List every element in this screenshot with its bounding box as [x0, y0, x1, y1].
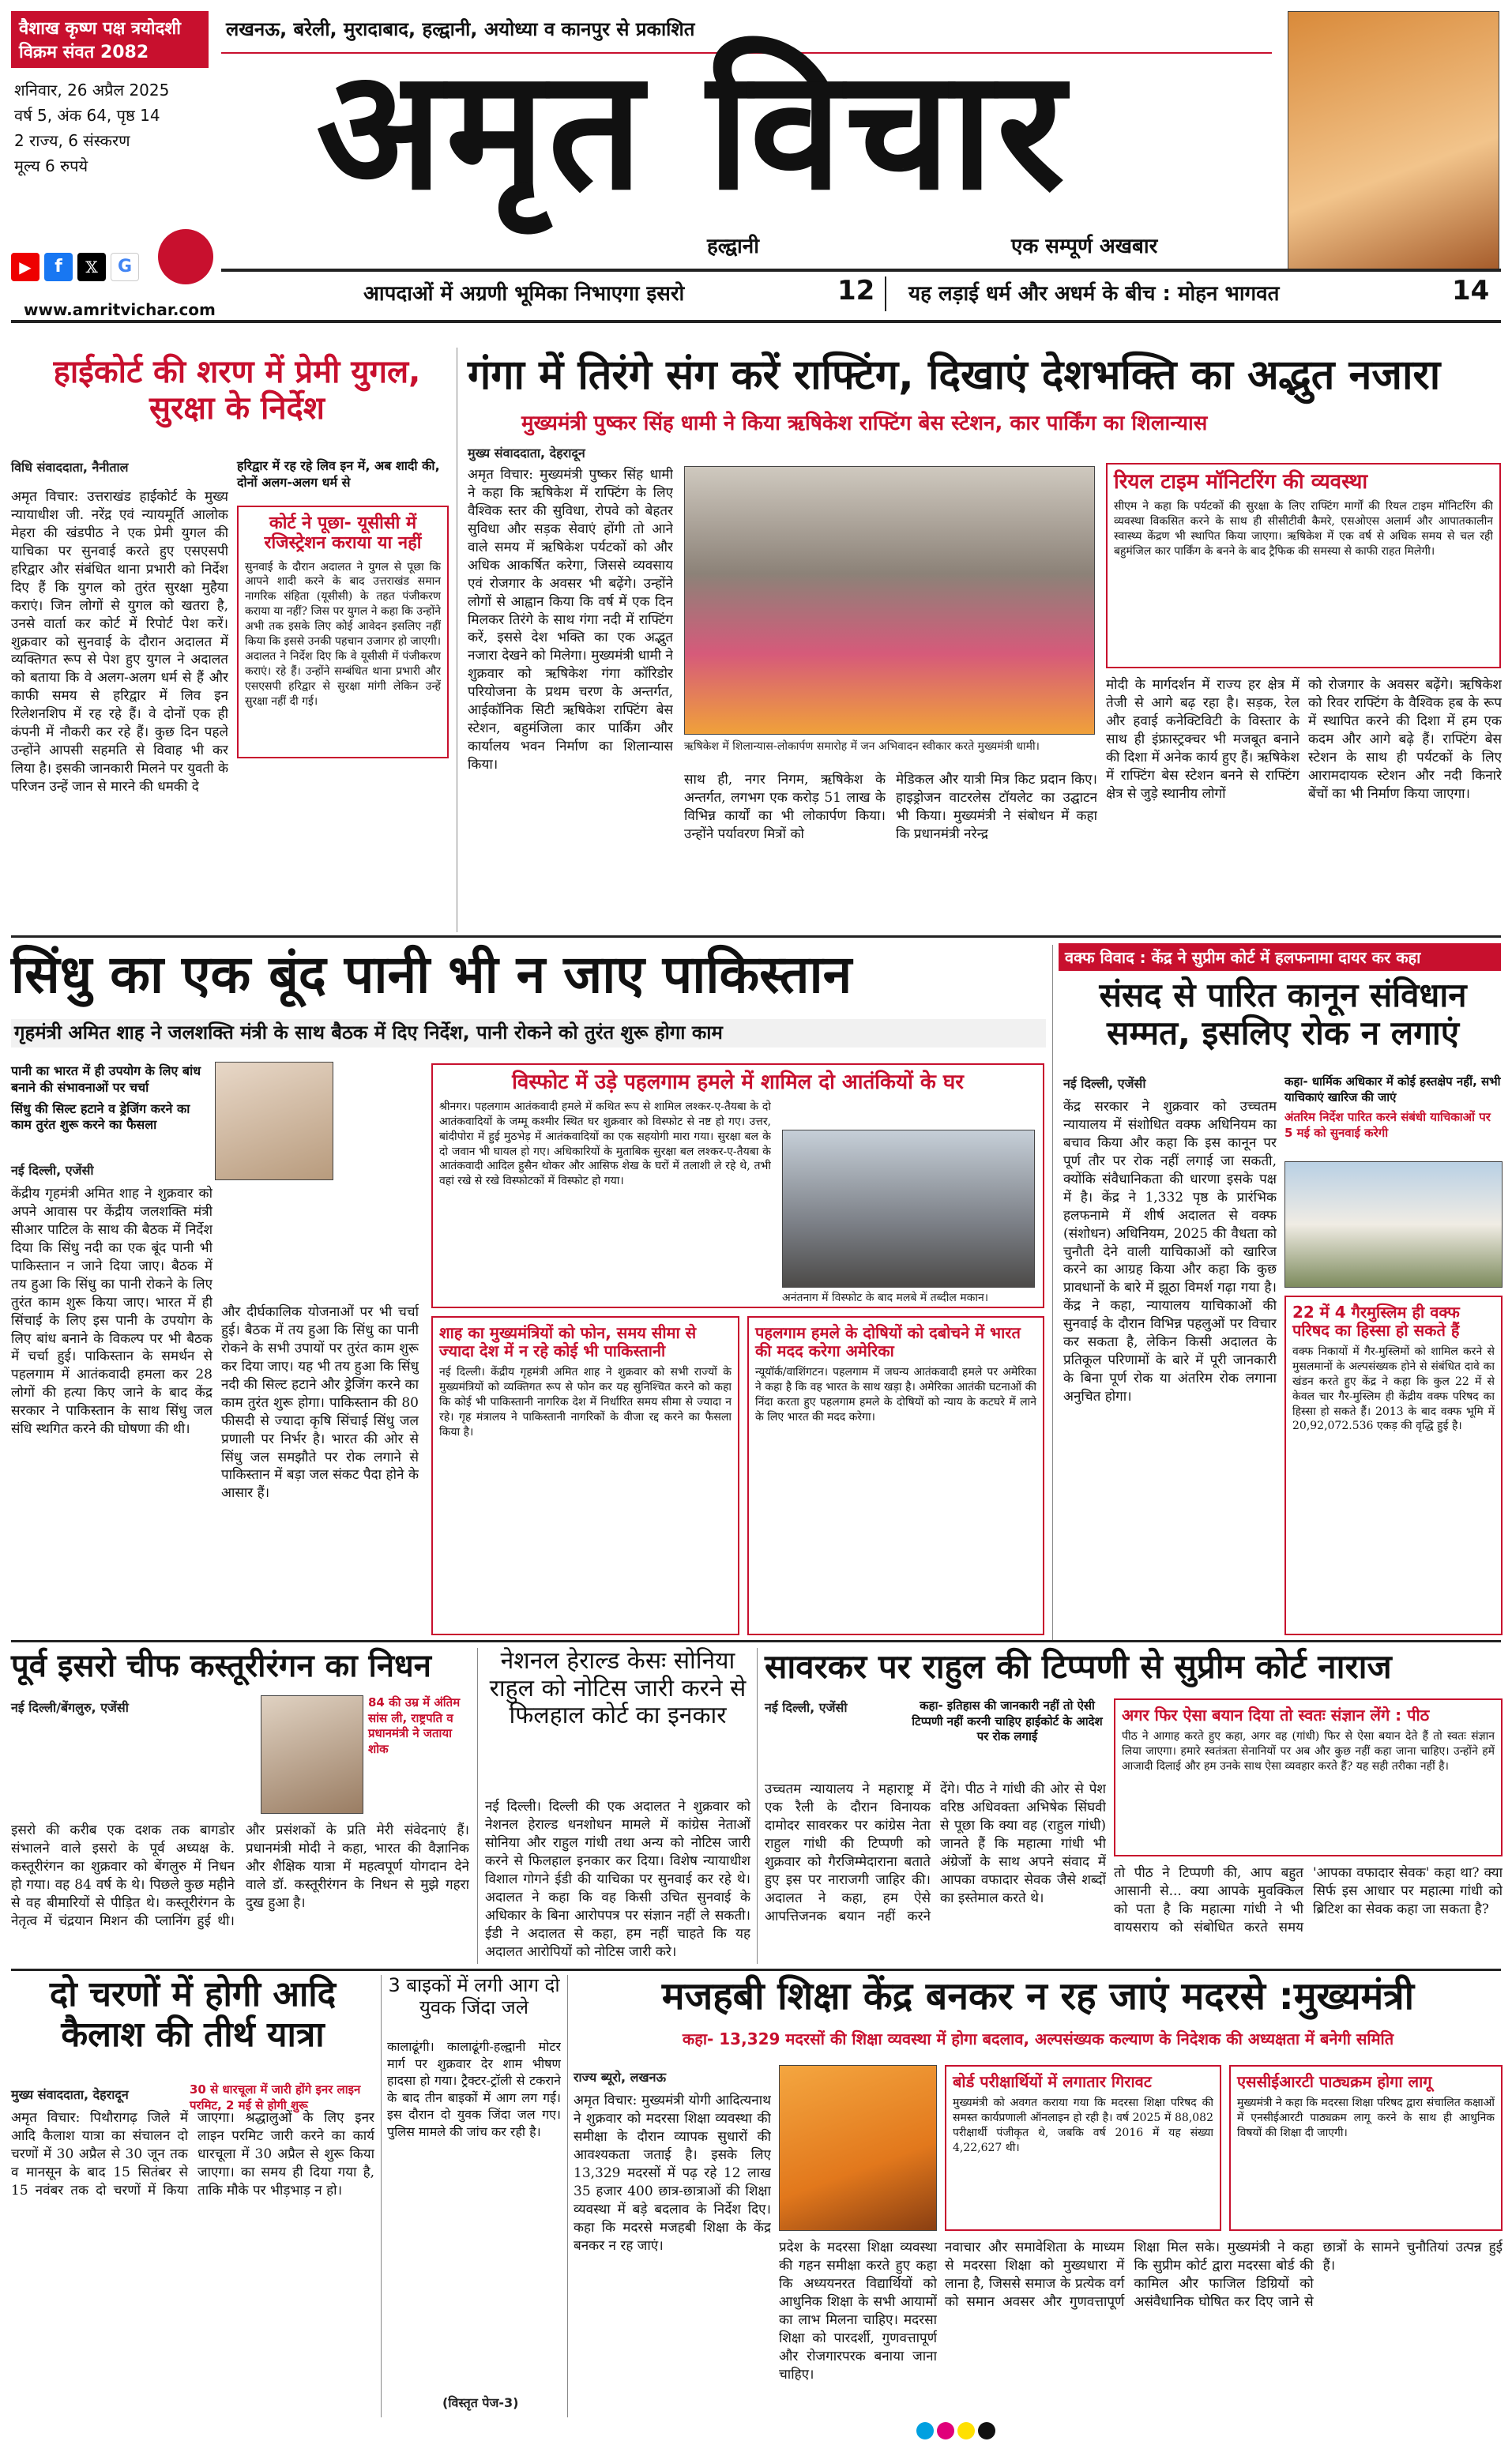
- kasturirangan-headline: पूर्व इसरो चीफ कस्तूरीरंगन का निधन: [11, 1648, 431, 1684]
- teaser-2-text: यह लड़ाई धर्म और अधर्म के बीच : मोहन भागवत: [908, 282, 1280, 306]
- teaser-2[interactable]: [908, 278, 1461, 313]
- blast-photo: [782, 1130, 1035, 1288]
- rafting-body-col4: मोदी के मार्गदर्शन में राज्य हर क्षेत्र में तेजी से आगे बढ़ रहा है। सड़क, रेल और हवाई कनेक्टिविटी के विस्तार के साथ ही इंफ्रास्ट्रक्चर भी मजबूत बनाने की दिशा में अनेक कार्य हुए हैं। ऋषिकेश में राफ्टिंग बेस स्टेशन बनने से राफ्टिंग क्षेत्र से जुड़े स्थानीय लोगों: [1106, 677, 1299, 802]
- rafting-body-col5: को रोजगार के अवसर बढ़ेंगे। ऋषिकेश को रिवर राफ्टिंग के वैश्विक हब के रूप में स्थापित करने की दिशा में हम एक कदम और आगे बढ़े हैं। राफ्टिंग बेस स्टेशन के साथ ही पर्यटकों के लिए आरामदायक स्टेशन और नदी किनारे बेंचों का भी निर्माण किया जाएगा।: [1308, 677, 1502, 802]
- teaser-divider: [885, 276, 886, 311]
- waqf-bullet-1: कहा- धार्मिक अधिकार में कोई हस्तक्षेप नहीं, सभी याचिकाएं खारिज की जाएं: [1284, 1074, 1501, 1104]
- issue-line: वर्ष 5, अंक 64, पृष्ठ 14: [14, 106, 160, 125]
- waqf-body: केंद्र सरकार ने शुक्रवार को उच्चतम न्यायालय में संशोधित वक्फ अधिनियम का बचाव किया और कहा कि इस कानून पर पूर्ण तौर पर रोक नहीं लगाई जा सकती, क्योंकि संवैधानिकता की धारणा इसके पक्ष में है। केंद्र ने 1,332 पृष्ठ के प्रारंभिक हलफनामे में शीर्ष अदालत से वक्फ (संशोधन) अधिनियम, 2025 की वैधता को चुनौती देने वाली याचिकाओं को खारिज करने का आग्रह किया और कहा कि कुछ प्रावधानों के बारे में झूठा विमर्श गढ़ा गया है। केंद्र ने कहा, न्यायालय याचिकाओं की सुनवाई के दौरान विभिन्न पहलुओं पर विचार कर सकता है, लेकिन किसी अदालत के प्रतिकूल परिणामों के बारे में पूरी जानकारी के बिना पूर्ण रोक या अंतरिम रोक लगाना अनुचित होगा।: [1063, 1099, 1277, 1405]
- madrasa-box2-body: मुख्यमंत्री ने कहा कि मदरसा शिक्षा परिषद द्वारा संचालित कक्षाओं में एनसीईआरटी पाठ्यक्रम लागू करने के साथ ही आधुनिक विषयों की शिक्षा दी जाएगी।: [1237, 2097, 1495, 2139]
- section-rule-2: [11, 1640, 1501, 1642]
- madrasa-headline: मजहबी शिक्षा केंद्र बनकर न रह जाएं मदरसे :मुख्यमंत्री: [661, 1974, 1415, 2018]
- date-line: शनिवार, 26 अप्रैल 2025: [14, 81, 170, 100]
- col-divider-2: [1052, 945, 1053, 1640]
- highcourt-body-left: अमृत विचार: उत्तराखंड हाईकोर्ट के मुख्य न्यायाधीश जी. नरेंद्र एवं न्यायमूर्ति आलोक मेहरा की खंडपीठ ने एक प्रेमी युगल की याचिका पर सुनवाई करते हुए एसएसपी हरिद्वार और संबंधित थाना प्रभारी को निर्देश दिए हैं कि युगल को तुरंत सुरक्षा मुहैया कराएं। जिन लोगों से युगल को खतरा है, उनसे वार्ता कर कोर्ट में रिपोर्ट पेश करें। शुक्रवार को सुनवाई के दौरान अदालत में व्यक्तिगत रूप से पेश हुए युगल ने अदालत को बताया कि वे अलग-अलग धर्म से हैं और काफी समय से हरिद्वार में लिव इन रिलेशनशिप में रह रहे हैं। वे दोनों एक ही कंपनी में नौकरी कर रहे हैं। कुछ दिन पहले उन्होंने आपसी सहमति से विवाह भी कर लिया है। इसकी जानकारी मिलने पर युवती के परिजन उन्हें जान से मारने की धमकी दे: [11, 489, 228, 795]
- herald-headline: नेशनल हेराल्ड केसः सोनिया राहुल को नोटिस जारी करने से फिलहाल कोर्ट का इनकार: [489, 1647, 747, 1729]
- blast-box-headline: विस्फोट में उड़े पहलगाम हमले में शामिल दो आतंकियों के घर: [512, 1070, 964, 1094]
- yogi-photo: [779, 2065, 937, 2231]
- rafting-body-col2: साथ ही, नगर निगम, ऋषिकेश के अन्तर्गत, लगभग एक करोड़ 51 लाख के विभिन्न कार्यों का भी लोकार्पण किया। उन्होंने पर्यावरण मित्रों को: [684, 772, 886, 842]
- highcourt-byline: विधि संवाददाता, नैनीताल: [11, 460, 129, 475]
- panchang-line1: वैशाख कृष्ण पक्ष त्रयोदशी: [19, 19, 181, 39]
- col-divider-4: [757, 1648, 758, 1964]
- rafting-box-body: सीएम ने कहा कि पर्यटकों की सुरक्षा के लिए राफ्टिंग मार्गों की रियल टाइम मॉनिटरिंग की व्यवस्था विकसित करने के साथ ही सीसीटीवी कैमरे, एसओएस अलार्म और आपातकालीन स्वास्थ्य केंद्रण भी स्थापित किया जाएगा। ऋषिकेश में एक वर्ष से अधिक समय से चल रही बहुमंजिल कार पार्किंग के बनने के बाद ट्रैफिक की समस्या से काफी राहत मिलेगी।: [1114, 499, 1493, 558]
- bhagwat-photo: [1288, 11, 1499, 272]
- savarkar-byline: नई दिल्ली, एजेंसी: [765, 1700, 848, 1715]
- kailash-byline: मुख्य संवाददाता, देहरादून: [11, 2087, 129, 2102]
- highcourt-sidebar: हरिद्वार में रह रहे लिव इन में, अब शादी की, दोनों अलग-अलग धर्म से: [237, 458, 440, 490]
- waqf-headline: संसद से पारित कानून संविधान सम्मत, इसलिए रोक न लगाएं: [1099, 976, 1467, 1053]
- waqf-bullets: [1284, 1074, 1503, 1145]
- waqf-kicker: वक्फ विवाद : केंद्र ने सुप्रीम कोर्ट में हलफनामा दायर कर कहा: [1059, 943, 1501, 971]
- waqf-box-headline: 22 में 4 गैरमुस्लिम ही वक्फ परिषद का हिस्सा हो सकते हैं: [1292, 1303, 1460, 1340]
- highcourt-headline: हाईकोर्ट की शरण में प्रेमी युगल, सुरक्षा के निर्देश: [53, 354, 421, 427]
- savarkar-box: [1114, 1698, 1503, 1856]
- rafting-photo: [684, 466, 1095, 735]
- teaser-rule-top: [221, 269, 1501, 272]
- kasturirangan-sidebar: 84 की उम्र में अंतिम सांस ली, राष्ट्रपति व प्रधानमंत्री ने जताया शोक: [368, 1695, 461, 1756]
- madrasa-box-2: [1229, 2065, 1503, 2231]
- amit-shah-photo: [215, 1062, 333, 1180]
- rafting-body-col3: मेडिकल और यात्री मित्र किट प्रदान किए। हाइड्रोजन वाटरलेस टॉयलेट का उद्घाटन भी किया। मुख्यमंत्री ने संबोधन में कहा कि प्रधानमंत्री नरेन्द्र: [896, 772, 1097, 842]
- indus-body-mid: और दीर्घकालिक योजनाओं पर भी चर्चा हुई। बैठक में तय हुआ कि सिंधु का पानी रोकने के सभी उपायों पर तुरंत काम शुरू कर दिया जाए। यह भी तय हुआ कि सिंधु नदी की सिल्ट हटाने और ड्रेजिंग करने का काम तुरंत शुरू होगा। पाकिस्तान की 80 फीसदी से ज्यादा कृषि सिंचाई सिंधु जल प्रणाली पर निर्भर है। भारत की ओर से सिंधु जल समझौते पर रोक लगाने से पाकिस्तान में बड़ा जल संकट पैदा होने के आसार हैं।: [221, 1304, 419, 1502]
- rafting-subheadline: मुख्यमंत्री पुष्कर सिंह धामी ने किया ऋषिकेश राफ्टिंग बेस स्टेशन, कार पार्किंग का शिलान्यास: [521, 412, 1208, 435]
- madrasa-body: अमृत विचार: मुख्यमंत्री योगी आदित्यनाथ ने शुक्रवार को मदरसा शिक्षा व्यवस्था की समीक्षा के दौरान व्यापक सुधारों की आवश्यकता जताई है। इसके लिए 13,329 मदरसों में पढ़ रहे 12 लाख 35 हजार 400 छात्र-छात्राओं की शिक्षा व्यवस्था में बड़े बदलाव के निर्देश दिए। कहा कि मदरसे मजहबी शिक्षा के केंद्र बनकर न रह जाएं।: [574, 2093, 771, 2254]
- savarkar-body: उच्चतम न्यायालय ने महाराष्ट्र में एक रैली के दौरान विनायक दामोदर सावरकर पर कांग्रेस नेता राहुल गांधी की टिप्पणी को शुक्रवार को गैरजिम्मेदाराना बताते हुए इस पर नाराजगी जाहिर की। अदालत ने कहा, हम ऐसे आपत्तिजनक बयान नहीं करने देंगे। पीठ ने गांधी की ओर से पेश वरिष्ठ अधिवक्ता अभिषेक सिंघवी से पूछा कि क्या वह (राहुल गांधी) जानते हैं कि महात्मा गांधी भी अंग्रेजों के साथ अपने संवाद में आपका वफादार सेवक जैसे शब्दों का इस्तेमाल करते थे।: [765, 1781, 1106, 1924]
- youtube-icon[interactable]: ▶: [11, 253, 39, 281]
- teaser-2-page[interactable]: 14: [1452, 275, 1490, 307]
- indus-byline: नई दिल्ली, एजेंसी: [11, 1163, 94, 1178]
- rafting-box: [1106, 463, 1501, 668]
- indus-bullet-2: सिंधु की सिल्ट हटाने व ड्रेजिंग करने का काम तुरंत शुरू करने का फैसला: [11, 1100, 190, 1133]
- rafting-body-col1: अमृत विचार: मुख्यमंत्री पुष्कर सिंह धामी ने कहा कि ऋषिकेश में राफ्टिंग के लिए वैश्विक स्तर की सुविधा, रोपवे को बेहतर सुविधा और सड़क सेवाएं होंगी तो आने वाले समय में ऋषिकेश पर्यटकों को और अधिक आकर्षित करेगा, जिससे व्यवसाय एवं रोजगार के अवसर भी बढ़ेंगे। उन्होंने लोगों से आह्वान किया कि वर्ष में एक दिन मिलकर तिरंगे के साथ गंगा नदी में राफ्टिंग करें, इससे देश भक्ति का एक अद्भुत नजारा देखने को मिलेगा। मुख्यमंत्री धामी ने शुक्रवार को ऋषिकेश गंगा कॉरिडोर परियोजना के प्रथम चरण के अन्तर्गत, आईकॉनिक सिटी ऋषिकेश राफ्टिंग बेस स्टेशन, बहुमंजिला कार पार्किंग और कार्यालय भवन निर्माण का शिलान्यास किया।: [468, 467, 673, 773]
- blast-box-body: श्रीनगर। पहलगाम आतंकवादी हमले में कथित रूप से शामिल लश्कर-ए-तैयबा के दो आतंकवादियों के जम्मू कश्मीर स्थित घर शुक्रवार को विस्फोट से नष्ट हो गए। उत्तर, बांदीपोरा में हुई मुठभेड़ में आतंकवादियों का एक सहयोगी मारा गया। सुरक्षा बल के दो जवान भी घायल हो गए। अधिकारियों के मुताबिक सुरक्षा बल लश्कर-ए-तैयबा के आतंकवादी आदिल हुसैन थोकर और आसिफ शेख के घरों में तलाशी ले रहे थे, तभी वहां रखे से रखे विस्फोटकों में विस्फोट हो गया।: [439, 1100, 771, 1188]
- mic-icon: [158, 229, 213, 284]
- us-box: [747, 1316, 1044, 1635]
- supreme-court-photo: [1284, 1161, 1503, 1288]
- madrasa-box2-headline: एससीईआरटी पाठ्यक्रम होगा लागू: [1237, 2072, 1432, 2091]
- madrasa-subheadline: कहा- 13,329 मदरसों की शिक्षा व्यवस्था में होगा बदलाव, अल्पसंख्यक कल्याण के निदेशक की अध्यक्षता में बनेगी समिति: [682, 2029, 1394, 2048]
- editions-line: 2 राज्य, 6 संस्करण: [14, 131, 130, 150]
- rafting-headline: गंगा में तिरंगे संग करें राफ्टिंग, दिखाएं देशभक्ति का अद्भुत नजारा: [468, 352, 1441, 399]
- herald-body: नई दिल्ली। दिल्ली की एक अदालत ने शुक्रवार को नेशनल हेराल्ड धनशोधन मामले में कांग्रेस नेताओं सोनिया और राहुल गांधी तथा अन्य को नोटिस जारी करने से फिलहाल इनकार कर दिया। विशेष न्यायाधीश विशाल गोगने ईडी की याचिका पर सुनवाई कर रहे थे। अदालत ने कहा कि वह किसी उचित सुनवाई के अधिकार के बिना आरोपपत्र पर संज्ञान नहीं ले सकती। ईडी ने अदालत से कहा, हम नहीं चाहते कि यह अदालत आरोपियों को नोटिस जारी करे।: [485, 1799, 750, 1960]
- section-rule-3: [11, 1969, 1501, 1971]
- waqf-byline: नई दिल्ली, एजेंसी: [1063, 1076, 1146, 1091]
- us-box-headline: पहलगाम हमले के दोषियों को दबोचने में भारत की मदद करेगा अमेरिका: [755, 1323, 1021, 1360]
- section-rule-1: [11, 935, 1501, 938]
- panchang-box: [11, 11, 209, 68]
- teaser-1-text: आपदाओं में अग्रणी भूमिका निभाएगा इसरो: [363, 282, 685, 306]
- city-name: हल्द्वानी: [707, 235, 759, 258]
- x-icon[interactable]: 𝕏: [77, 253, 106, 281]
- col-divider-3: [477, 1648, 478, 1964]
- registration-mark-cyan: [916, 2422, 934, 2439]
- waqf-box-body: वक्फ निकायों में गैर-मुस्लिमों को शामिल करने से मुसलमानों के अल्पसंख्यक होने से संबंधित दावे का खंडन करते हुए केंद्र ने कहा कि कुल 22 में से केवल चार गैर-मुस्लिम ही केंद्रीय वक्फ परिषद का हिस्सा हो सकते हैं। 2013 के बाद वक्फ भूमि में 20,92,072.536 एकड़ की वृद्धि हुई है।: [1292, 1345, 1495, 1433]
- kailash-headline: दो चरणों में होगी आदि कैलाश की तीर्थ यात्रा: [49, 1974, 337, 2055]
- fire-continued: (विस्तृत पेज-3): [442, 2395, 519, 2410]
- published-from: लखनऊ, बरेली, मुरादाबाद, हल्द्वानी, अयोध्या व कानपुर से प्रकाशित: [226, 18, 695, 40]
- highcourt-box: [237, 506, 449, 758]
- teaser-1-page[interactable]: 12: [837, 275, 875, 307]
- madrasa-body-end: नवाचार और समावेशिता के माध्यम से मदरसा शिक्षा को मुख्यधारा में लाना है, जिससे समाज के प्रत्येक वर्ग को समान अवसर और गुणवत्तापूर्ण शिक्षा मिल सके। मुख्यमंत्री ने कहा कि सुप्रीम कोर्ट द्वारा मदरसा बोर्ड की कामिल और फाजिल डिग्रियों को असंवैधानिक घोषित कर दिए जाने से छात्रों के सामने चुनौतियां उत्पन्न हुई हैं।: [945, 2240, 1503, 2310]
- indus-bullets: [11, 1063, 209, 1138]
- savarkar-box-body: पीठ ने आगाह करते हुए कहा, अगर वह (गांधी) फिर से ऐसा बयान देते हैं तो स्वतः संज्ञान लिया जाएगा। हमारे स्वतंत्रता सेनानियों पर अब और कुछ नहीं कहा जाना चाहिए। उन्होंने हमें आजादी दिलाई और हम उनके साथ ऐसा व्यवहार करते हैं? यह सही तरीका नहीं है।: [1122, 1730, 1495, 1773]
- indus-body-left: केंद्रीय गृहमंत्री अमित शाह ने शुक्रवार को अपने आवास पर केंद्रीय जलशक्ति मंत्री सीआर पाटिल के साथ की बैठक में निर्देश दिया कि सिंधु नदी का एक बूंद पानी भी पाकिस्तान न जाने दिया जाए। बैठक में तय हुआ कि सिंधु का पानी रोकने के लिए तुरंत काम शुरू किया जाए। भारत में ही सिंचाई के लिए इस पानी के उपयोग के लिए बांध बनाने के विकल्प पर भी बैठक में चर्चा हुई। पाकिस्तान के समर्थन से पहलगाम में आतंकवादी हमला कर 28 लोगों की हत्या किए जाने के बाद केंद्र सरकार ने पाकिस्तान के साथ सिंधु जल संधि स्थगित करने की घोषणा की थी।: [11, 1186, 213, 1438]
- paper-title: अमृत विचार: [316, 33, 1068, 227]
- kailash-body: अमृत विचार: पिथौरागढ़ जिले में आदि कैलाश यात्रा का संचालन दो चरणों में 30 अप्रैल से 30 जून तक व मानसून के बाद 15 सितंबर से 15 नवंबर तक दो चरणों में किया जाएगा। श्रद्धालुओं के लिए इनर लाइन परमिट जारी करने का कार्य धारचूला में 30 अप्रैल से शुरू किया जाएगा। का समय ही दिया गया है, ताकि मौके पर भीड़भाड़ न हो।: [11, 2110, 374, 2199]
- kasturirangan-byline: नई दिल्ली/बेंगलुरु, एजेंसी: [11, 1700, 129, 1715]
- panchang-line2: विक्रम संवत 2082: [19, 43, 149, 62]
- madrasa-body2: प्रदेश के मदरसा शिक्षा व्यवस्था की गहन समीक्षा करते हुए कहा कि अध्ययनरत विद्यार्थियों को आधुनिक शिक्षा के सभी आयामों का लाभ मिलना चाहिए। मदरसा शिक्षा को पारदर्शी, गुणवत्तापूर्ण और रोजगारपरक बनाया जाना चाहिए।: [779, 2240, 937, 2383]
- highcourt-box-headline: कोर्ट ने पूछा- यूसीसी में रजिस्ट्रेशन कराया या नहीं: [264, 513, 422, 554]
- registration-mark-yellow: [957, 2422, 975, 2439]
- madrasa-box-1: [945, 2065, 1221, 2231]
- website-link[interactable]: www.amritvichar.com: [24, 300, 216, 319]
- savarkar-sidebar: कहा- इतिहास की जानकारी नहीं तो ऐसी टिप्पणी नहीं करनी चाहिए हाईकोर्ट के आदेश पर रोक लगाई: [912, 1698, 1103, 1743]
- indus-headline: सिंधु का एक बूंद पानी भी न जाए पाकिस्तान: [11, 944, 852, 1005]
- facebook-icon[interactable]: f: [44, 253, 73, 281]
- indus-bullet-1: पानी का भारत में ही उपयोग के लिए बांध बनाने की संभावनाओं पर चर्चा: [11, 1063, 201, 1095]
- registration-mark-black: [978, 2422, 995, 2439]
- kasturirangan-body: इसरो की करीब एक दशक तक बागडोर संभालने वाले इसरो के पूर्व अध्यक्ष के. कस्तूरीरंगन का शुक्रवार को बेंगलुरु में निधन हो गया। वह 84 वर्ष के थे। पिछले कुछ महीने से वह बीमारियों से पीड़ित थे। कस्तूरीरंगन के नेतृत्व में चंद्रयान मिशन की प्लानिंग हुई थी। और प्रसंशकों के प्रति मेरी संवेदनाएं हैं। प्रधानमंत्री मोदी ने कहा, भारत की वैज्ञानिक और शैक्षिक यात्रा में महत्वपूर्ण योगदान देने वाले डॉ. कस्तूरीरंगन के निधन से मुझे गहरा दुख हुआ है।: [11, 1822, 469, 1929]
- shah-box-body: नई दिल्ली। केंद्रीय गृहमंत्री अमित शाह ने शुक्रवार को सभी राज्यों के मुख्यमंत्रियों को व्यक्तिगत रूप से फोन कर यह सुनिश्चित करने को कहा कि कोई भी पाकिस्तानी नागरिक देश में निर्धारित समय सीमा से ज्यादा न रहे। गृह मंत्रालय ने पाकिस्तानी नागरिकों के वीजा रद्द करने का फैसला किया है।: [439, 1366, 732, 1439]
- indus-subheadline: गृहमंत्री अमित शाह ने जलशक्ति मंत्री के साथ बैठक में दिए निर्देश, पानी रोकने को तुरंत शुरू होगा काम: [11, 1019, 1046, 1048]
- madrasa-box1-headline: बोर्ड परीक्षार्थियों में लगातार गिरावट: [953, 2072, 1152, 2091]
- google-icon[interactable]: G: [111, 253, 139, 281]
- tagline: एक सम्पूर्ण अखबार: [1011, 235, 1158, 258]
- rafting-box-headline: रियल टाइम मॉनिटरिंग की व्यवस्था: [1114, 470, 1368, 494]
- teaser-1[interactable]: [363, 278, 869, 313]
- highcourt-box-body: सुनवाई के दौरान अदालत ने युगल से पूछा कि आपने शादी करने के बाद उत्तराखंड समान नागरिक संहिता (यूसीसी) के तहत पंजीकरण कराया या नहीं? जिस पर युगल ने कहा कि उन्होंने अभी तक इसके लिए कोई आवेदन इसलिए नहीं किया कि इससे उनकी पहचान उजागर हो जाएगी। अदालत ने निर्देश दिए कि वे यूसीसी में पंजीकरण कराएं। रहे हैं। उन्होंने सम्बंधित थाना प्रभारी और एसएसपी हरिद्वार से सुरक्षा मांगी लेकिन उन्हें सुरक्षा नहीं दी गई।: [245, 560, 441, 708]
- col-divider-5: [381, 1975, 382, 2417]
- teaser-rule-bottom: [11, 320, 1501, 323]
- kailash-sidebar: 30 से धारचूला में जारी होंगे इनर लाइन परमिट, 2 मई से होगी शुरू: [190, 2082, 361, 2112]
- fire-body: कालाढूंगी। कालाढूंगी-हल्द्वानी मोटर मार्ग पर शुक्रवार देर शाम भीषण हादसा हो गया। ट्रैक्टर-ट्रॉली से टकराने के बाद तीन बाइकों में आग लग गई। इस दौरान दो युवक जिंदा जल गए। पुलिस मामले की जांच कर रही है।: [387, 2039, 561, 2139]
- rafting-photo-caption: ऋषिकेश में शिलान्यास-लोकार्पण समारोह में जन अभिवादन स्वीकार करते मुख्यमंत्री धामी।: [684, 740, 1040, 753]
- waqf-box: [1284, 1296, 1503, 1635]
- rafting-byline: मुख्य संवाददाता, देहरादून: [468, 446, 585, 461]
- blast-photo-caption: अनंतनाग में विस्फोट के बाद मलबे में तब्दील मकान।: [782, 1292, 989, 1304]
- col-divider-6: [567, 1975, 568, 2417]
- savarkar-body-end: तो पीठ ने टिप्पणी की, आप बहुत आसानी से... क्या आपके मुवक्किल को पता है कि महात्मा गांधी ने भी वायसराय को संबोधित करते समय 'आपका वफादार सेवक' कहा था? क्या सिर्फ इस आधार पर महात्मा गांधी को ब्रिटिश का सेवक कहा जा सकता है?: [1114, 1865, 1503, 1935]
- us-box-body: न्यूयॉर्क/वाशिंगटन। पहलगाम में जघन्य आतंकवादी हमले पर अमेरिका ने कहा है कि वह भारत के साथ खड़ा है। अमेरिका आतंकी घटनाओं की निंदा करता हुए पहलगाम हमले के दोषियों को न्याय के कटघरे में लाने के लिए भारत की मदद करेगा।: [755, 1366, 1036, 1424]
- madrasa-byline: राज्य ब्यूरो, लखनऊ: [574, 2070, 667, 2085]
- shah-box-headline: शाह का मुख्यमंत्रियों को फोन, समय सीमा से ज्यादा देश में न रहे कोई भी पाकिस्तानी: [439, 1323, 697, 1360]
- shah-box: [431, 1316, 739, 1635]
- price-line: मूल्य 6 रुपये: [14, 156, 88, 175]
- waqf-bullet-2: अंतरिम निर्देश पारित करने संबंधी याचिकाओं पर 5 मई को सुनवाई करेगी: [1284, 1110, 1491, 1140]
- savarkar-headline: सावरकर पर राहुल की टिप्पणी से सुप्रीम कोर्ट नाराज: [765, 1647, 1392, 1686]
- madrasa-box1-body: मुख्यमंत्री को अवगत कराया गया कि मदरसा शिक्षा परिषद की समस्त कार्यप्रणाली ऑनलाइन हो रही है। वर्ष 2025 में 88,082 परीक्षार्थी पंजीकृत थे, जबकि वर्ष 2016 में यह संख्या 4,22,627 थी।: [953, 2097, 1213, 2154]
- savarkar-box-headline: अगर फिर ऐसा बयान दिया तो स्वतः संज्ञान लेंगे : पीठ: [1122, 1706, 1430, 1725]
- registration-mark-magenta: [937, 2422, 954, 2439]
- fire-headline: 3 बाइकों में लगी आग दो युवक जिंदा जले: [388, 1974, 560, 2018]
- social-icons: [11, 253, 139, 281]
